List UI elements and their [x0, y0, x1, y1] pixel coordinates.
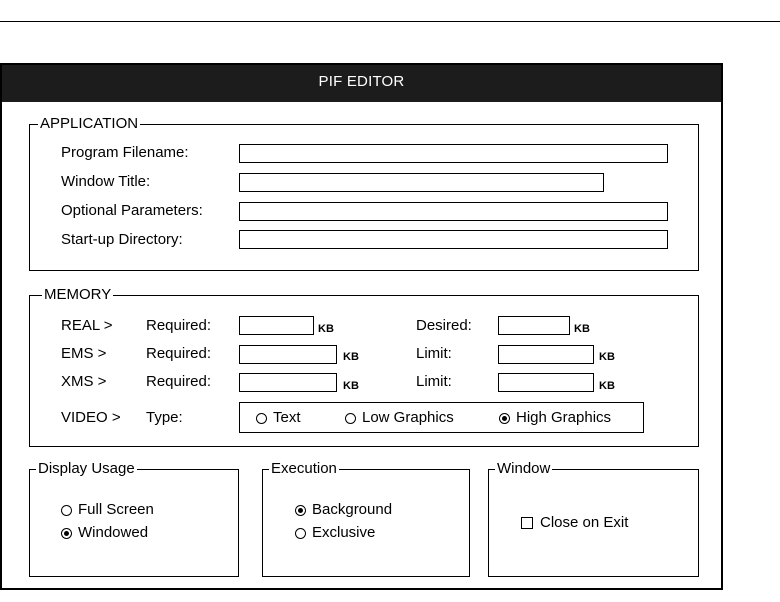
radio-off-icon: [256, 413, 267, 424]
real-required-label: Required:: [146, 317, 212, 334]
ems-label: EMS >: [61, 345, 107, 362]
execution-legend: Execution: [271, 460, 337, 477]
video-high-graphics-label: High Graphics: [516, 409, 612, 426]
video-label: VIDEO >: [61, 409, 121, 426]
xms-label: XMS >: [61, 373, 107, 390]
radio-off-icon: [295, 528, 306, 539]
ems-limit-label: Limit:: [416, 345, 452, 362]
xms-required-label: Required:: [146, 373, 212, 390]
video-text-label: Text: [273, 409, 301, 426]
optional-parameters-label: Optional Parameters:: [61, 202, 203, 219]
top-rule: [0, 21, 780, 22]
real-desired-unit: KB: [574, 323, 590, 335]
full-screen-label: Full Screen: [78, 501, 154, 518]
radio-selected-icon: [499, 413, 510, 424]
video-type-radio-group: [239, 402, 644, 433]
ems-required-label: Required:: [146, 345, 212, 362]
xms-limit-unit: KB: [599, 380, 615, 392]
ems-limit-unit: KB: [599, 351, 615, 363]
ems-required-unit: KB: [343, 351, 359, 363]
close-on-exit-label: Close on Exit: [540, 514, 629, 531]
window-legend: Window: [497, 460, 551, 477]
real-desired-input[interactable]: [498, 316, 570, 335]
checkbox-icon: [521, 517, 533, 529]
xms-required-unit: KB: [343, 380, 359, 392]
video-high-graphics-radio[interactable]: [499, 409, 611, 427]
display-usage-group: [29, 460, 239, 577]
title-bar: PIF EDITOR: [2, 65, 721, 102]
memory-group: [29, 286, 699, 447]
window-title-label: Window Title:: [61, 173, 151, 190]
xms-limit-label: Limit:: [416, 373, 452, 390]
application-group: [29, 115, 699, 271]
memory-legend: MEMORY: [44, 286, 112, 303]
ems-limit-input[interactable]: [498, 345, 594, 364]
window-group: [488, 460, 699, 577]
real-required-input[interactable]: [239, 316, 314, 335]
application-legend: APPLICATION: [40, 115, 139, 132]
program-filename-label: Program Filename:: [61, 144, 189, 161]
xms-limit-input[interactable]: [498, 373, 594, 392]
full-screen-radio[interactable]: [61, 501, 154, 519]
windowed-label: Windowed: [78, 524, 149, 541]
window-title-input[interactable]: [239, 173, 604, 192]
display-usage-legend: Display Usage: [38, 460, 135, 477]
background-label: Background: [312, 501, 393, 518]
ems-required-input[interactable]: [239, 345, 337, 364]
exclusive-radio[interactable]: [295, 524, 375, 542]
exclusive-label: Exclusive: [312, 524, 376, 541]
background-radio[interactable]: [295, 501, 392, 519]
pif-editor-dialog: [0, 63, 723, 590]
video-low-graphics-label: Low Graphics: [362, 409, 454, 426]
real-desired-label: Desired:: [416, 317, 472, 334]
xms-required-input[interactable]: [239, 373, 337, 392]
real-label: REAL >: [61, 317, 113, 334]
optional-parameters-input[interactable]: [239, 202, 668, 221]
real-required-unit: KB: [318, 323, 334, 335]
radio-selected-icon: [295, 505, 306, 516]
execution-group: [262, 460, 470, 577]
radio-selected-icon: [61, 528, 72, 539]
radio-off-icon: [345, 413, 356, 424]
video-type-label: Type:: [146, 409, 183, 426]
video-low-graphics-radio[interactable]: [345, 409, 454, 427]
video-text-radio[interactable]: [256, 409, 301, 427]
close-on-exit-checkbox[interactable]: [521, 514, 628, 532]
radio-off-icon: [61, 505, 72, 516]
windowed-radio[interactable]: [61, 524, 148, 542]
startup-directory-label: Start-up Directory:: [61, 231, 183, 248]
program-filename-input[interactable]: [239, 144, 668, 163]
startup-directory-input[interactable]: [239, 230, 668, 249]
